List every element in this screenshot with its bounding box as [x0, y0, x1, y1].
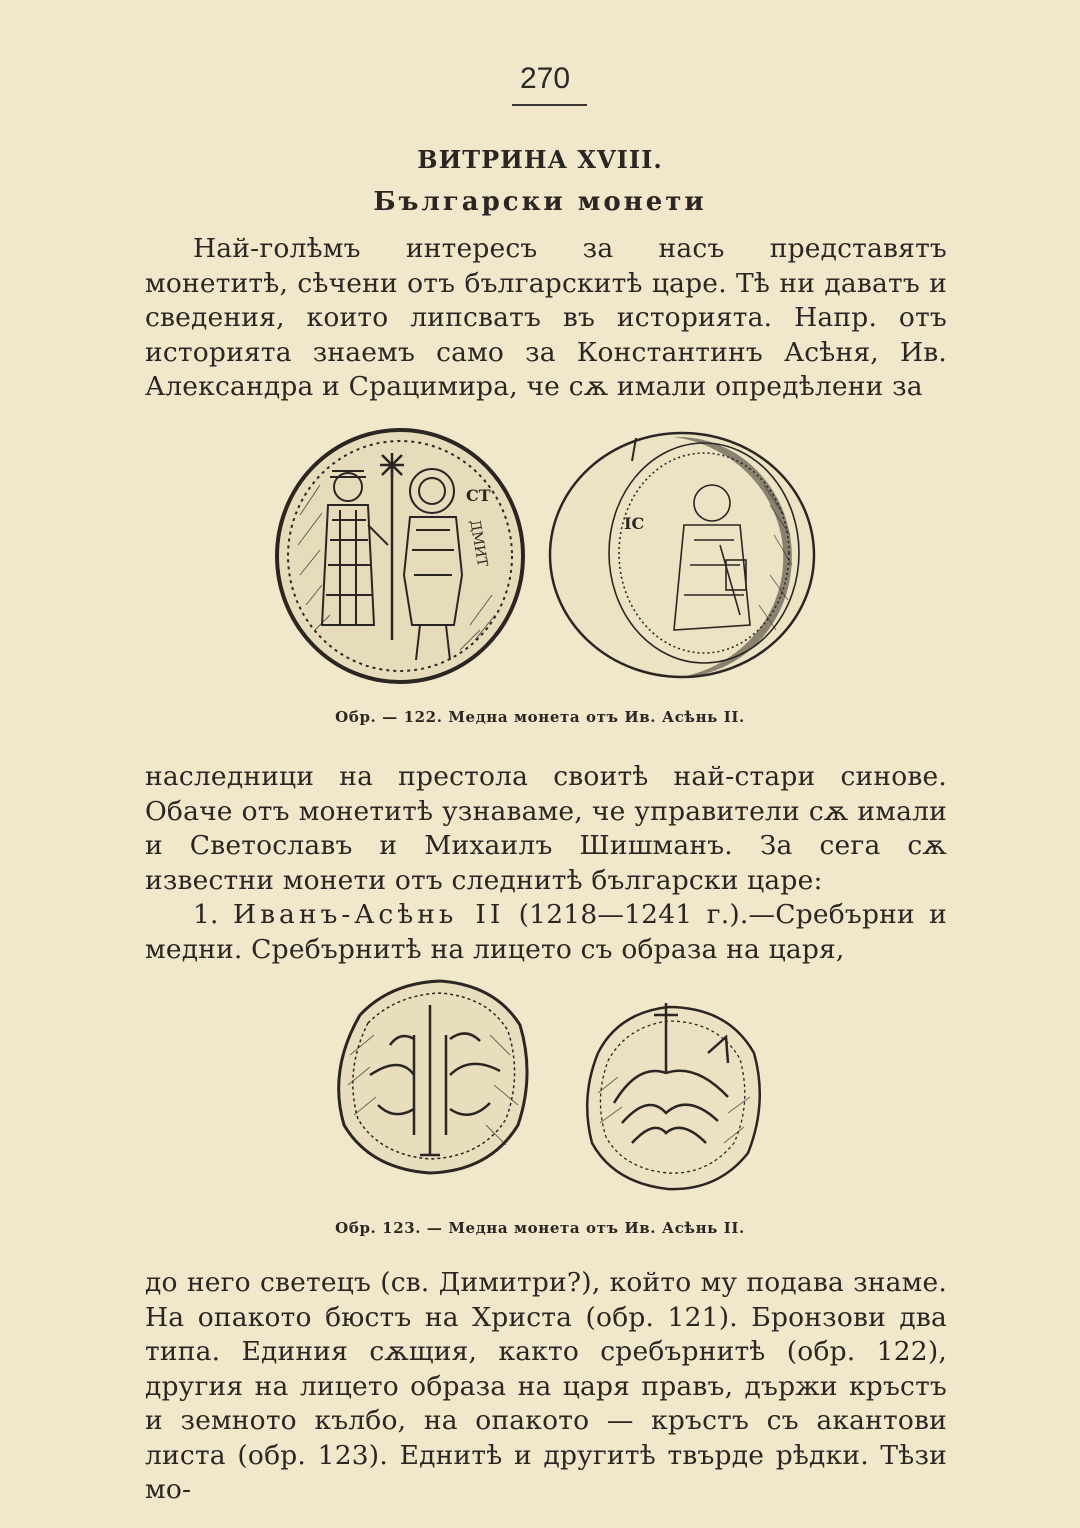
svg-text:СТ: СТ	[466, 486, 491, 505]
section-title: ВИТРИНА XVIII.	[417, 145, 663, 174]
page-number: 270	[519, 62, 571, 95]
paragraph-2-text: наследници на престола своитѣ най-стари синове. Обаче отъ монетитѣ узнаваме, че управители сѫ имали и Светославъ и Михаилъ Шишманъ. За сега сѫ известни монети отъ следнитѣ български царе:	[145, 761, 947, 896]
paragraph-3-text: до него светецъ (св. Димитри?), който му подава знаме. На опакото бюстъ на Христа (обр. 121). Бронзови два типа. Единия сѫщия, както сребърнитѣ (обр. 122), другия на лицето образа на царя правъ, държи кръстъ и земното кълбо, на опакото — кръстъ съ акантови листа (обр. 123). Еднитѣ и другитѣ твърде рѣдки. Тѣзи мо-	[145, 1267, 947, 1505]
paragraph-2	[145, 760, 947, 967]
svg-text:IC: IC	[624, 514, 645, 533]
list-item-1-name: Иванъ-Асѣнь II	[233, 899, 505, 930]
coin-122-reverse-image	[544, 425, 819, 685]
paragraph-3	[145, 1266, 947, 1508]
coin-123-obverse-image	[330, 975, 535, 1177]
section-subtitle: Български монети	[373, 187, 707, 217]
paragraph-1	[145, 232, 947, 405]
svg-text:ДМИТ: ДМИТ	[466, 518, 491, 569]
page-number-rule	[512, 104, 587, 106]
list-item-1-number: 1.	[193, 899, 219, 930]
coin-122-obverse-image	[270, 425, 530, 687]
coin-123-reverse-image	[578, 993, 768, 1195]
paragraph-1-text: Най-голѣмъ интересъ за насъ представятъ монетитѣ, сѣчени отъ българскитѣ царе. Тѣ ни даватъ и сведения, които липсватъ въ историята. Напр. отъ историята знаемъ само за Константинъ Асѣня, Ив. Александра и Срацимира, че сѫ имали опредѣлени за	[145, 233, 947, 402]
list-item-1	[145, 898, 947, 967]
list-item-1-text: (1218—1241 г.).—Сребърни и медни. Сребърнитѣ на лицето съ образа на царя,	[145, 899, 948, 965]
figure-123-caption: Обр. 123. — Медна монета отъ Ив. Асѣнь II.	[335, 1219, 745, 1237]
figure-122-caption: Обр. — 122. Медна монета отъ Ив. Асѣнь II.	[335, 708, 745, 726]
